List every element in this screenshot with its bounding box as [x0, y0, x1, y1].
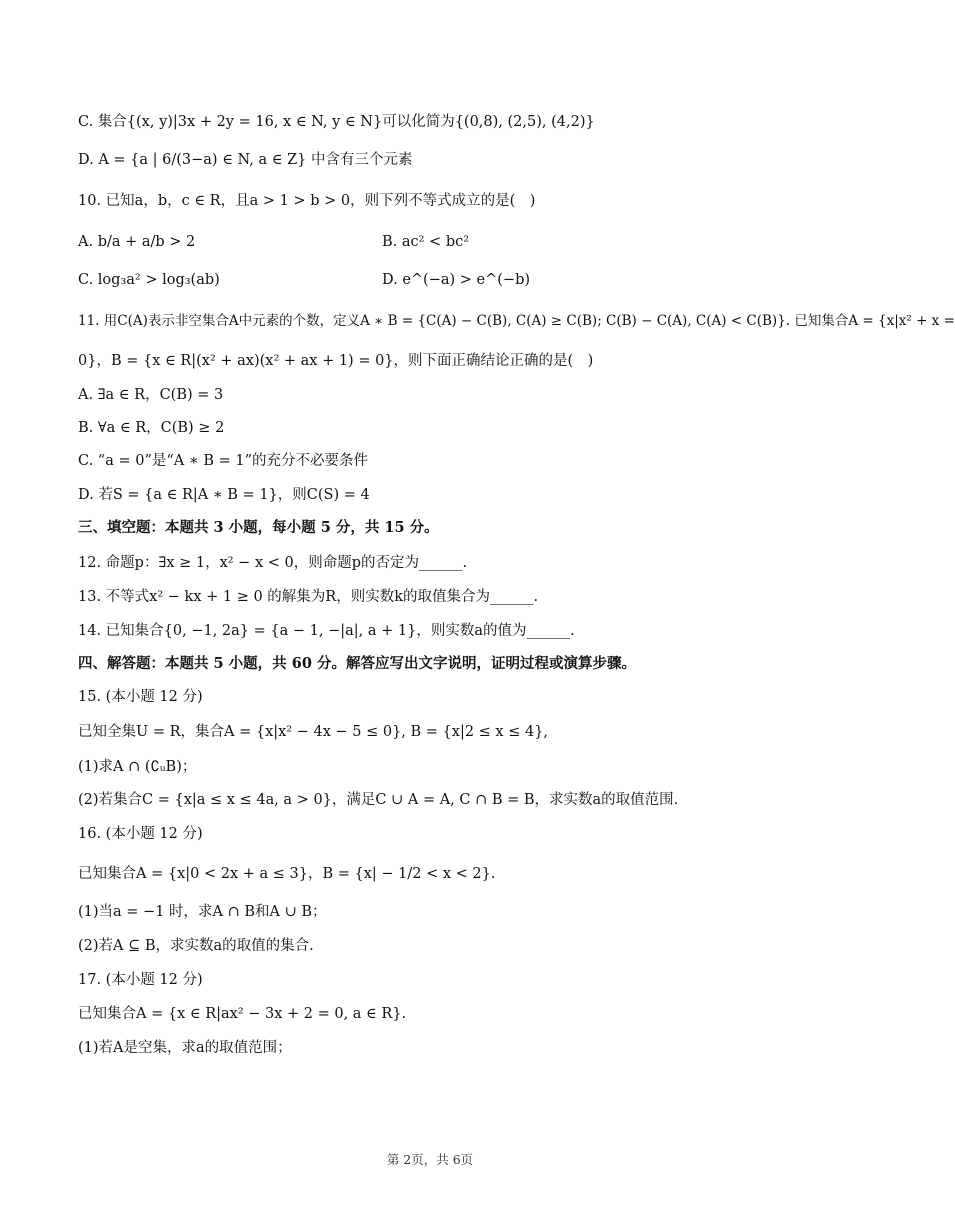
option-10d: D. e^(−a) > e^(−b) — [382, 272, 531, 288]
question-12: 12. 命题p：∃x ≥ 1，x² − x < 0，则命题p的否定为______. — [78, 555, 468, 571]
option-11b: B. ∀a ∈ R，C(B) ≥ 2 — [78, 420, 225, 436]
question-16-stem: 已知集合A = {x|0 < 2x + a ≤ 3}，B = {x| − 1/2 < x < 2}. — [78, 866, 496, 882]
option-11c: C. “a = 0”是“A ∗ B = 1”的充分不必要条件 — [78, 453, 368, 469]
page-footer: 第 2页，共 6页 — [386, 1152, 474, 1167]
question-15-stem: 已知全集U = R，集合A = {x|x² − 4x − 5 ≤ 0}, B = {x|2 ≤ x ≤ 4}, — [78, 724, 549, 740]
question-17-part1: (1)若A是空集，求a的取值范围； — [78, 1040, 292, 1056]
option-11a: A. ∃a ∈ R，C(B) = 3 — [78, 387, 224, 403]
option-11d: D. 若S = {a ∈ R|A ∗ B = 1}，则C(S) = 4 — [78, 487, 370, 503]
question-15-part1: (1)求A ∩ (∁ᵤB)； — [78, 759, 197, 775]
question-16-part2: (2)若A ⊆ B，求实数a的取值的集合. — [78, 938, 314, 954]
question-11-cont: 0}，B = {x ∈ R|(x² + ax)(x² + ax + 1) = 0}，则下面正确结论正确的是( ) — [78, 353, 594, 369]
option-10a: A. b/a + a/b > 2 — [78, 234, 196, 250]
question-15-part2: (2)若集合C = {x|a ≤ x ≤ 4a, a > 0}，满足C ∪ A = A, C ∩ B = B，求实数a的取值范围. — [78, 792, 679, 808]
option-10b: B. ac² < bc² — [382, 234, 470, 250]
question-17-header: 17. (本小题 12 分) — [78, 972, 203, 988]
section-4-heading: 四、解答题：本题共 5 小题，共 60 分。解答应写出文字说明，证明过程或演算步骤。 — [78, 655, 636, 672]
question-16-header: 16. (本小题 12 分) — [78, 826, 203, 842]
option-9c: C. 集合{(x, y)|3x + 2y = 16, x ∈ N, y ∈ N}可以化简为{(0,8), (2,5), (4,2)} — [78, 114, 595, 130]
question-10: 10. 已知a，b，c ∈ R，且a > 1 > b > 0，则下列不等式成立的是( ) — [78, 193, 536, 209]
question-11: 11. 用C(A)表示非空集合A中元素的个数，定义A ∗ B = {C(A) − C(B), C(A) ≥ C(B); C(B) − C(A), C(A) < C(B)}. 已知集合A = {x|x² + x = — [78, 313, 955, 329]
question-14: 14. 已知集合{0, −1, 2a} = {a − 1, −|a|, a + 1}，则实数a的值为______. — [78, 623, 575, 639]
question-13: 13. 不等式x² − kx + 1 ≥ 0 的解集为R，则实数k的取值集合为______. — [78, 589, 539, 605]
question-17-stem: 已知集合A = {x ∈ R|ax² − 3x + 2 = 0, a ∈ R}. — [78, 1006, 407, 1022]
option-10c: C. log₃a² > log₃(ab) — [78, 272, 220, 288]
option-9d: D. A = {a | 6/(3−a) ∈ N, a ∈ Z} 中含有三个元素 — [78, 152, 413, 168]
question-15-header: 15. (本小题 12 分) — [78, 689, 203, 705]
section-3-heading: 三、填空题：本题共 3 小题，每小题 5 分，共 15 分。 — [78, 519, 439, 536]
question-16-part1: (1)当a = −1 时，求A ∩ B和A ∪ B； — [78, 904, 327, 920]
